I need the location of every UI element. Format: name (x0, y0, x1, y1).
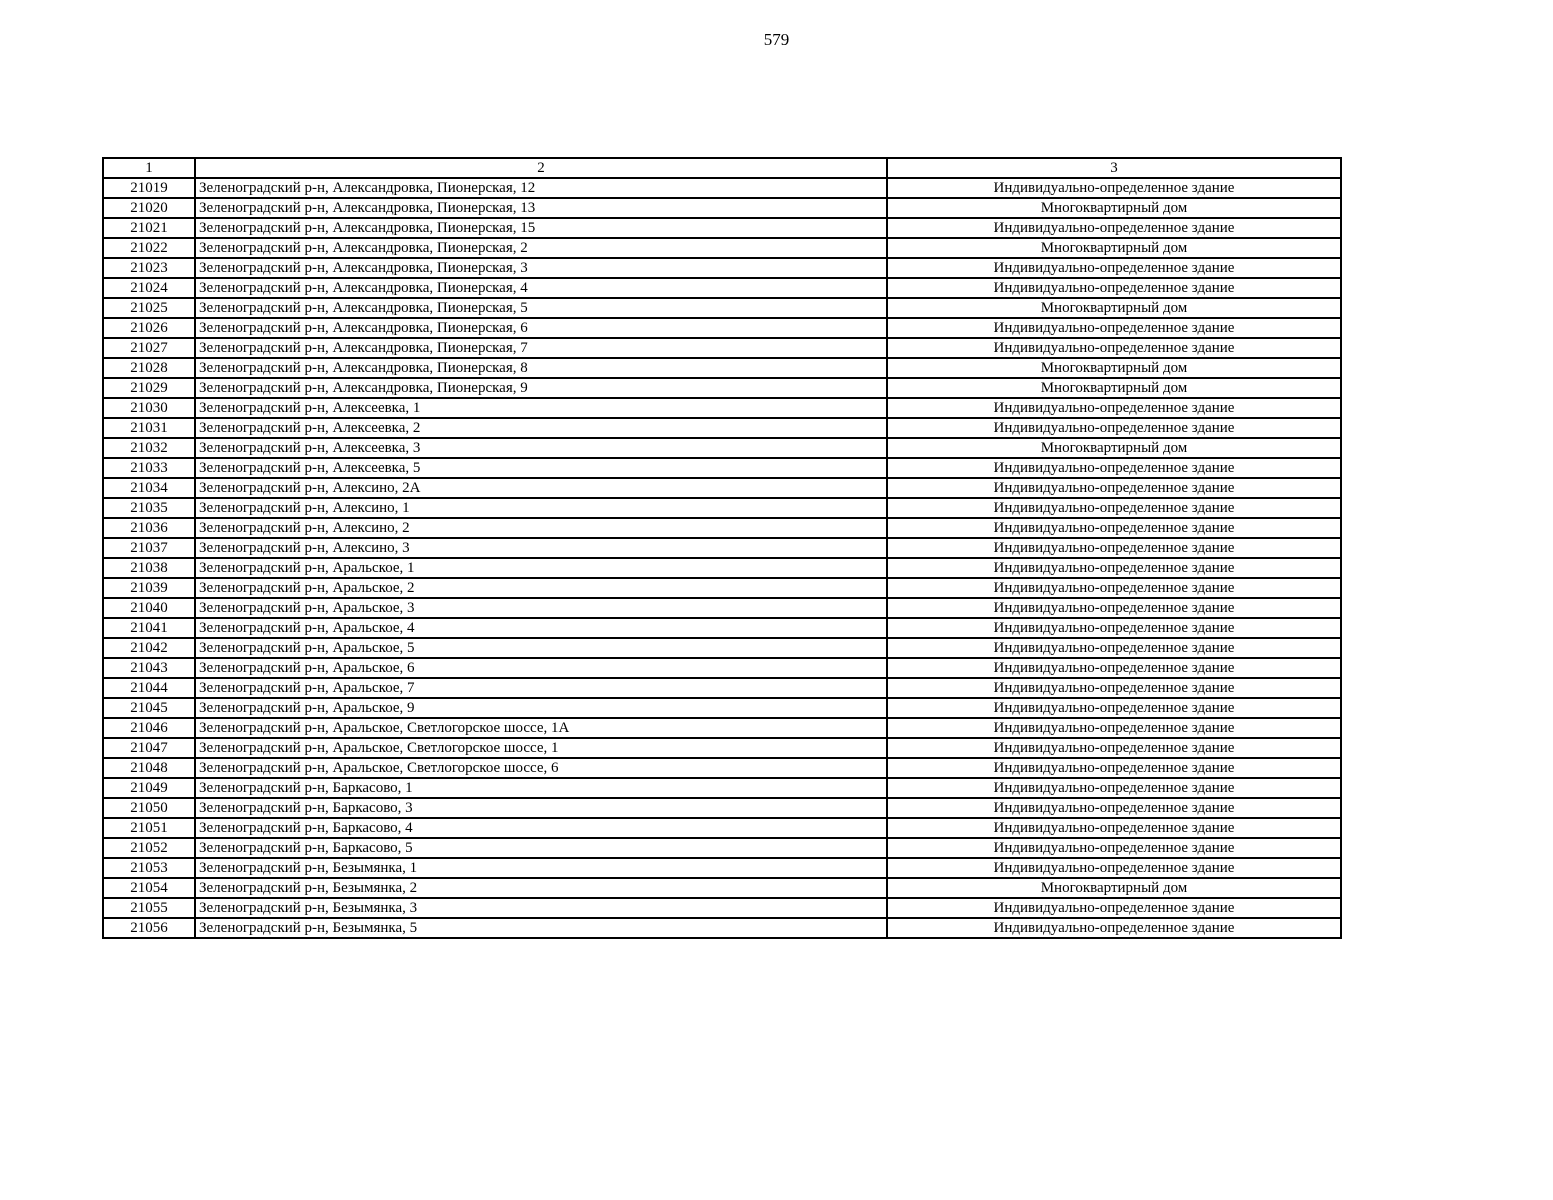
table-row (103, 238, 1341, 258)
building-type-cell: Индивидуально-определенное здание (887, 218, 1341, 238)
record-number-cell: 21023 (103, 258, 195, 278)
address-cell: Зеленоградский р-н, Александровка, Пионерская, 12 (195, 178, 887, 198)
table-row (103, 618, 1341, 638)
table-row (103, 198, 1341, 218)
address-cell: Зеленоградский р-н, Аральское, 5 (195, 638, 887, 658)
record-number-cell: 21029 (103, 378, 195, 398)
building-type-cell: Индивидуально-определенное здание (887, 898, 1341, 918)
address-cell: Зеленоградский р-н, Алексеевка, 2 (195, 418, 887, 438)
record-number-cell: 21028 (103, 358, 195, 378)
building-type-cell: Многоквартирный дом (887, 298, 1341, 318)
record-number-cell: 21026 (103, 318, 195, 338)
table-row (103, 738, 1341, 758)
table-row (103, 538, 1341, 558)
building-type-cell: Индивидуально-определенное здание (887, 758, 1341, 778)
record-number-cell: 21033 (103, 458, 195, 478)
table-body (103, 158, 1341, 938)
address-cell: Зеленоградский р-н, Аральское, Светлогорское шоссе, 1 (195, 738, 887, 758)
address-cell: Зеленоградский р-н, Александровка, Пионерская, 5 (195, 298, 887, 318)
building-type-cell: Индивидуально-определенное здание (887, 418, 1341, 438)
record-number-cell: 21032 (103, 438, 195, 458)
building-type-cell: Индивидуально-определенное здание (887, 698, 1341, 718)
table-row (103, 598, 1341, 618)
record-number-cell: 21027 (103, 338, 195, 358)
record-number-cell: 21020 (103, 198, 195, 218)
table-row (103, 258, 1341, 278)
building-type-cell: Многоквартирный дом (887, 198, 1341, 218)
building-type-cell: Многоквартирный дом (887, 358, 1341, 378)
record-number-cell: 21037 (103, 538, 195, 558)
table-row (103, 678, 1341, 698)
address-cell: Зеленоградский р-н, Александровка, Пионерская, 8 (195, 358, 887, 378)
address-cell: Зеленоградский р-н, Баркасово, 1 (195, 778, 887, 798)
table-row (103, 298, 1341, 318)
building-type-cell: Индивидуально-определенное здание (887, 558, 1341, 578)
record-number-cell: 21049 (103, 778, 195, 798)
record-number-cell: 21019 (103, 178, 195, 198)
table-row (103, 438, 1341, 458)
record-number-cell: 21041 (103, 618, 195, 638)
record-number-cell: 21042 (103, 638, 195, 658)
record-number-cell: 21053 (103, 858, 195, 878)
address-cell: Зеленоградский р-н, Аральское, Светлогорское шоссе, 6 (195, 758, 887, 778)
address-cell: Зеленоградский р-н, Алексеевка, 1 (195, 398, 887, 418)
table-row (103, 278, 1341, 298)
building-type-cell: Индивидуально-определенное здание (887, 478, 1341, 498)
table-row (103, 458, 1341, 478)
building-type-cell: Индивидуально-определенное здание (887, 798, 1341, 818)
address-cell: Зеленоградский р-н, Аральское, 9 (195, 698, 887, 718)
record-number-cell: 21022 (103, 238, 195, 258)
table-row (103, 718, 1341, 738)
building-type-cell: Индивидуально-определенное здание (887, 678, 1341, 698)
table-row (103, 358, 1341, 378)
address-cell: Зеленоградский р-н, Аральское, 4 (195, 618, 887, 638)
building-type-cell: Индивидуально-определенное здание (887, 838, 1341, 858)
table-row (103, 398, 1341, 418)
building-type-cell: Индивидуально-определенное здание (887, 318, 1341, 338)
table-row (103, 218, 1341, 238)
table-row (103, 478, 1341, 498)
table-row (103, 338, 1341, 358)
record-number-cell: 21038 (103, 558, 195, 578)
building-type-cell: Индивидуально-определенное здание (887, 778, 1341, 798)
record-number-cell: 21051 (103, 818, 195, 838)
table-row (103, 518, 1341, 538)
table-row (103, 418, 1341, 438)
building-type-cell: Многоквартирный дом (887, 238, 1341, 258)
table-row (103, 838, 1341, 858)
table-row (103, 638, 1341, 658)
table-row (103, 858, 1341, 878)
building-type-cell: Индивидуально-определенное здание (887, 538, 1341, 558)
address-cell: Зеленоградский р-н, Алексеевка, 3 (195, 438, 887, 458)
building-type-cell: Индивидуально-определенное здание (887, 178, 1341, 198)
building-type-cell: Индивидуально-определенное здание (887, 818, 1341, 838)
building-type-cell: Индивидуально-определенное здание (887, 498, 1341, 518)
building-type-cell: Индивидуально-определенное здание (887, 578, 1341, 598)
table-header-row (103, 158, 1341, 178)
building-type-cell: Индивидуально-определенное здание (887, 738, 1341, 758)
table-row (103, 578, 1341, 598)
address-cell: Зеленоградский р-н, Баркасово, 3 (195, 798, 887, 818)
table-row (103, 798, 1341, 818)
address-cell: Зеленоградский р-н, Аральское, 3 (195, 598, 887, 618)
record-number-cell: 21024 (103, 278, 195, 298)
address-cell: Зеленоградский р-н, Безымянка, 5 (195, 918, 887, 938)
address-cell: Зеленоградский р-н, Алексино, 2А (195, 478, 887, 498)
address-cell: Зеленоградский р-н, Александровка, Пионерская, 3 (195, 258, 887, 278)
table-row (103, 698, 1341, 718)
table-row (103, 778, 1341, 798)
address-cell: Зеленоградский р-н, Александровка, Пионерская, 9 (195, 378, 887, 398)
record-number-cell: 21021 (103, 218, 195, 238)
building-type-cell: Индивидуально-определенное здание (887, 598, 1341, 618)
table-row (103, 558, 1341, 578)
record-number-cell: 21030 (103, 398, 195, 418)
table-row (103, 498, 1341, 518)
address-cell: Зеленоградский р-н, Аральское, 6 (195, 658, 887, 678)
building-type-cell: Индивидуально-определенное здание (887, 278, 1341, 298)
column-header-number: 1 (103, 158, 195, 178)
address-cell: Зеленоградский р-н, Алексеевка, 5 (195, 458, 887, 478)
record-number-cell: 21054 (103, 878, 195, 898)
record-number-cell: 21039 (103, 578, 195, 598)
table-row (103, 658, 1341, 678)
address-cell: Зеленоградский р-н, Александровка, Пионерская, 6 (195, 318, 887, 338)
building-type-cell: Индивидуально-определенное здание (887, 918, 1341, 938)
building-type-cell: Индивидуально-определенное здание (887, 858, 1341, 878)
table-row (103, 918, 1341, 938)
building-type-cell: Индивидуально-определенное здание (887, 718, 1341, 738)
building-type-cell: Индивидуально-определенное здание (887, 618, 1341, 638)
address-cell: Зеленоградский р-н, Безымянка, 3 (195, 898, 887, 918)
building-type-cell: Индивидуально-определенное здание (887, 638, 1341, 658)
building-type-cell: Индивидуально-определенное здание (887, 518, 1341, 538)
address-cell: Зеленоградский р-н, Безымянка, 1 (195, 858, 887, 878)
address-cell: Зеленоградский р-н, Александровка, Пионерская, 7 (195, 338, 887, 358)
table-row (103, 758, 1341, 778)
building-type-cell: Многоквартирный дом (887, 878, 1341, 898)
building-type-cell: Индивидуально-определенное здание (887, 458, 1341, 478)
record-number-cell: 21031 (103, 418, 195, 438)
address-cell: Зеленоградский р-н, Аральское, 7 (195, 678, 887, 698)
address-cell: Зеленоградский р-н, Александровка, Пионерская, 4 (195, 278, 887, 298)
table-row (103, 178, 1341, 198)
address-cell: Зеленоградский р-н, Безымянка, 2 (195, 878, 887, 898)
record-number-cell: 21052 (103, 838, 195, 858)
address-cell: Зеленоградский р-н, Баркасово, 5 (195, 838, 887, 858)
address-cell: Зеленоградский р-н, Алексино, 2 (195, 518, 887, 538)
record-number-cell: 21036 (103, 518, 195, 538)
record-number-cell: 21043 (103, 658, 195, 678)
building-type-cell: Многоквартирный дом (887, 378, 1341, 398)
table-row (103, 878, 1341, 898)
table-row (103, 318, 1341, 338)
property-registry-table (102, 157, 1342, 939)
building-type-cell: Индивидуально-определенное здание (887, 398, 1341, 418)
address-cell: Зеленоградский р-н, Аральское, 1 (195, 558, 887, 578)
address-cell: Зеленоградский р-н, Аральское, Светлогорское шоссе, 1А (195, 718, 887, 738)
address-cell: Зеленоградский р-н, Александровка, Пионерская, 13 (195, 198, 887, 218)
record-number-cell: 21048 (103, 758, 195, 778)
record-number-cell: 21046 (103, 718, 195, 738)
page-number: 579 (763, 30, 790, 49)
address-cell: Зеленоградский р-н, Алексино, 1 (195, 498, 887, 518)
column-header-type: 3 (887, 158, 1341, 178)
address-cell: Зеленоградский р-н, Алексино, 3 (195, 538, 887, 558)
record-number-cell: 21034 (103, 478, 195, 498)
column-header-address: 2 (195, 158, 887, 178)
building-type-cell: Многоквартирный дом (887, 438, 1341, 458)
building-type-cell: Индивидуально-определенное здание (887, 258, 1341, 278)
record-number-cell: 21056 (103, 918, 195, 938)
address-cell: Зеленоградский р-н, Баркасово, 4 (195, 818, 887, 838)
building-type-cell: Индивидуально-определенное здание (887, 658, 1341, 678)
table-row (103, 378, 1341, 398)
building-type-cell: Индивидуально-определенное здание (887, 338, 1341, 358)
record-number-cell: 21025 (103, 298, 195, 318)
record-number-cell: 21035 (103, 498, 195, 518)
table-row (103, 898, 1341, 918)
table-row (103, 818, 1341, 838)
record-number-cell: 21050 (103, 798, 195, 818)
address-cell: Зеленоградский р-н, Аральское, 2 (195, 578, 887, 598)
record-number-cell: 21045 (103, 698, 195, 718)
record-number-cell: 21040 (103, 598, 195, 618)
address-cell: Зеленоградский р-н, Александровка, Пионерская, 15 (195, 218, 887, 238)
record-number-cell: 21047 (103, 738, 195, 758)
record-number-cell: 21044 (103, 678, 195, 698)
address-cell: Зеленоградский р-н, Александровка, Пионерская, 2 (195, 238, 887, 258)
record-number-cell: 21055 (103, 898, 195, 918)
